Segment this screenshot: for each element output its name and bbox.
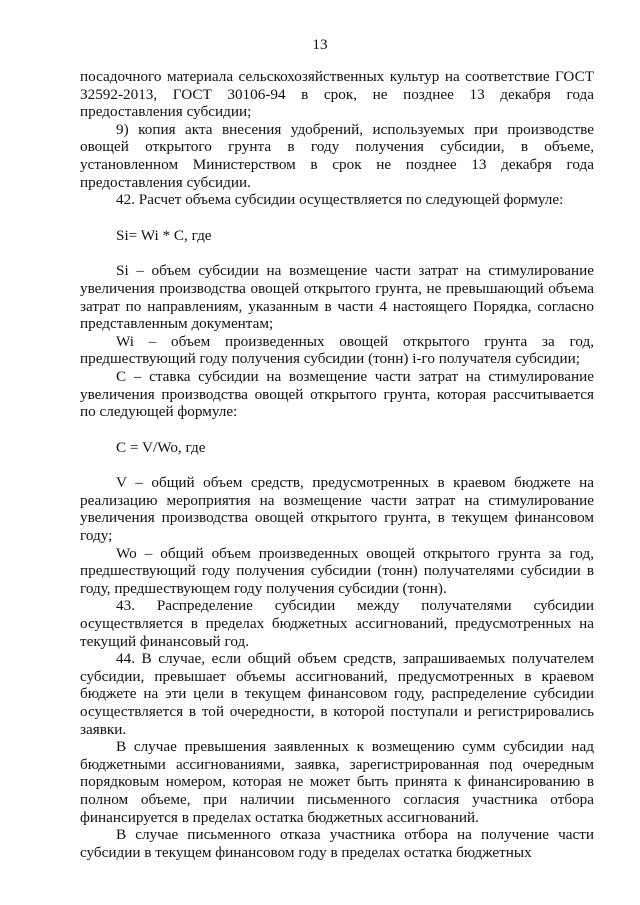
paragraph-continuation: посадочного материала сельскохозяйственных культур на соответствие ГОСТ 32592-2013, ГОСТ 30106-94 в срок, не позднее 13 декабря года предоставления субсидии; — [80, 68, 594, 121]
formula-si: Si= Wi * C, где — [116, 226, 212, 244]
definition-wo: Wo – общий объем произведенных овощей открытого грунта за год, предшествующий году получения субсидии (тонн) получателями субсидии в году, предшествующем году получения субсидии (тонн). — [80, 544, 594, 597]
paragraph-excess: В случае превышения заявленных к возмещению сумм субсидии над бюджетными ассигнованиями, заявка, зарегистрированная под очередным порядковым номером, которая не может быть принята к финансированию в полном объеме, при наличии письменного согласия участника отбора финансируется в пределах остатка бюджетных ассигнований. — [80, 738, 594, 826]
definition-v: V – общий объем средств, предусмотренных в краевом бюджете на реализацию мероприятия на возмещение части затрат на стимулирование увеличения производства овощей открытого грунта, в текущем финансовом году; — [80, 474, 594, 545]
paragraph-42: 42. Расчет объема субсидии осуществляется по следующей формуле: — [116, 191, 564, 209]
paragraph-44: 44. В случае, если общий объем средств, запрашиваемых получателем субсидии, превышает объемы ассигнований, предусмотренных в краевом бюджете на эти цели в текущем финансовом году, распределение субсидии осуществляется в той очередности, в которой поступали и регистрировались заявки. — [80, 650, 594, 738]
paragraph-item-9: 9) копия акта внесения удобрений, используемых при производстве овощей открытого грунта в году получения субсидии, в объеме, установленном Министерством в срок не позднее 13 декабря года предоставления субсидии. — [80, 120, 594, 191]
definition-c: C – ставка субсидии на возмещение части затрат на стимулирование увеличения производства овощей открытого грунта, которая рассчитывается по следующей формуле: — [80, 367, 594, 421]
definition-wi: Wi – объем произведенных овощей открытого грунта за год, предшествующий году получения субсидии (тонн) i-го получателя субсидии; — [80, 332, 594, 368]
page-number: 13 — [312, 36, 328, 53]
paragraph-43: 43. Распределение субсидии между получателями субсидии осуществляется в пределах бюджетных ассигнований, предусмотренных на текущий финансовый год. — [80, 597, 594, 650]
definition-si: Si – объем субсидии на возмещение части затрат на стимулирование увеличения производства овощей открытого грунта, не превышающий объема затрат по направлениям, указанным в части 4 настоящего Порядка, согласно представленным документам; — [80, 262, 594, 333]
document-body — [80, 68, 594, 861]
paragraph-refusal: В случае письменного отказа участника отбора на получение части субсидии в текущем финансовом году в пределах остатка бюджетных — [80, 826, 594, 861]
formula-c: C = V/Wo, где — [116, 438, 206, 456]
